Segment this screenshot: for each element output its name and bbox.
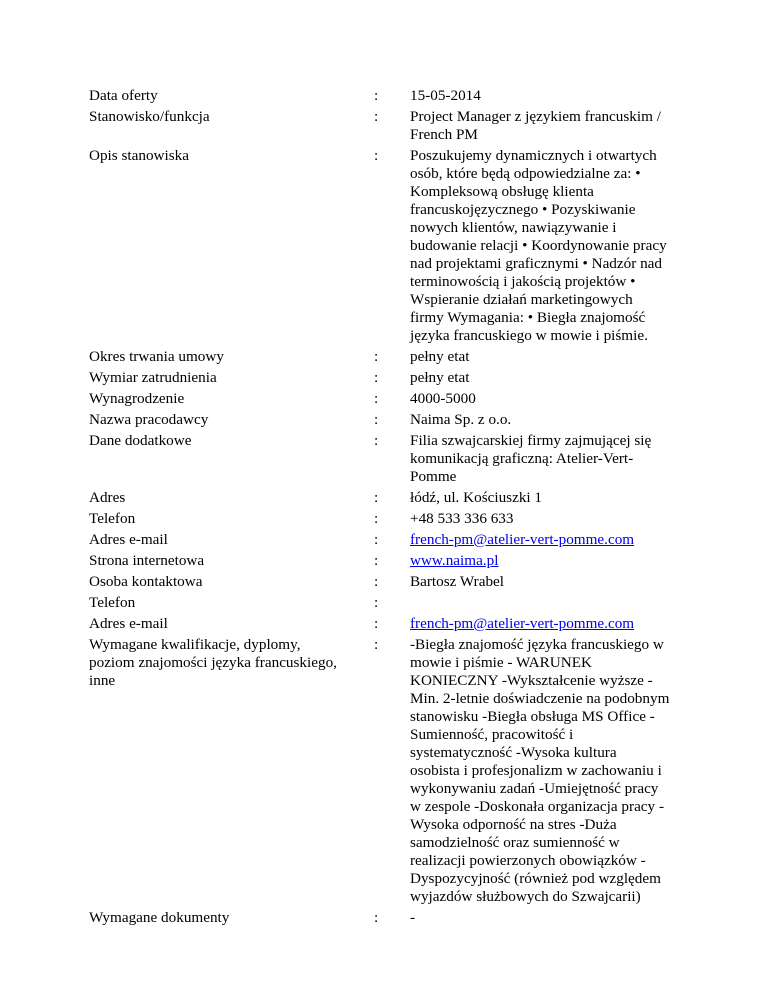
colon-separator: : xyxy=(374,573,379,590)
row-required-qualifications xyxy=(89,636,689,906)
field-label: Wynagrodzenie xyxy=(89,390,185,407)
field-value: Filia szwajcarskiej firmy zajmującej się komunikacją graficzną: Atelier-Vert- Pomme xyxy=(410,432,652,485)
colon-separator: : xyxy=(374,594,379,611)
row-additional-info xyxy=(89,432,689,486)
field-value: pełny etat xyxy=(410,348,470,365)
field-label: Dane dodatkowe xyxy=(89,432,192,449)
colon-separator: : xyxy=(374,411,379,428)
field-value xyxy=(410,594,685,612)
colon-separator: : xyxy=(374,909,379,926)
colon-separator: : xyxy=(374,552,379,569)
field-value: -Biegła znajomość języka francuskiego w mowie i piśmie - WARUNEK KONIECZNY -Wykształcenie wyższe - Min. 2-letnie doświadczenie na podobnym stanowisku -Biegła obsługa MS Office - Sumienność, pracowitość i systematyczność -Wysoka kultura osobista i profesjonalizm w zachowaniu i wykonywaniu zadań -Umiejętność pracy w zespole -Doskonała organizacja pracy - Wysoka odporność na stres -Duża samodzielność oraz sumienność w realizacji powierzonych obowiązków - Dyspozycyjność (również pod względem wyjazdów służbowych do Szwajcarii) xyxy=(410,636,670,905)
row-phone xyxy=(89,510,689,528)
row-offer-date xyxy=(89,87,689,105)
row-job-description xyxy=(89,147,689,345)
row-working-time xyxy=(89,369,689,387)
row-contact-person xyxy=(89,573,689,591)
colon-separator: : xyxy=(374,147,379,164)
field-value: pełny etat xyxy=(410,369,470,386)
field-label: Strona internetowa xyxy=(89,552,205,569)
row-contact-email xyxy=(89,615,689,633)
row-website xyxy=(89,552,689,570)
field-label: Stanowisko/funkcja xyxy=(89,108,210,125)
field-label: Telefon xyxy=(89,594,136,611)
colon-separator: : xyxy=(374,369,379,386)
email-link[interactable]: french-pm@atelier-vert-pomme.com xyxy=(410,531,635,548)
field-value: łódź, ul. Kościuszki 1 xyxy=(410,489,543,506)
colon-separator: : xyxy=(374,87,379,104)
field-label: Adres e-mail xyxy=(89,615,168,632)
field-value: Poszukujemy dynamicznych i otwartych osób, które będą odpowiedzialne za: • Kompleksową obsługę klienta francuskojęzycznego • Pozyskiwanie nowych klientów, nawiązywanie i budowanie relacji • Koordynowanie pracy nad projektami graficznymi • Nadzór nad terminowością i jakością projektów • Wspieranie działań marketingowych firmy Wymagania: • Biegła znajomość języka francuskiego w mowie i piśmie. xyxy=(410,147,667,344)
field-label: Wymagane kwalifikacje, dyplomy, poziom znajomości języka francuskiego, inne xyxy=(89,636,337,689)
field-label: Osoba kontaktowa xyxy=(89,573,203,590)
field-label: Adres xyxy=(89,489,126,506)
field-value: Bartosz Wrabel xyxy=(410,573,504,590)
colon-separator: : xyxy=(374,615,379,632)
field-label: Adres e-mail xyxy=(89,531,168,548)
field-value: 15-05-2014 xyxy=(410,87,481,104)
field-label: Telefon xyxy=(89,510,136,527)
field-label: Data oferty xyxy=(89,87,158,104)
field-value: - xyxy=(410,909,416,926)
colon-separator: : xyxy=(374,510,379,527)
contact-email-link[interactable]: french-pm@atelier-vert-pomme.com xyxy=(410,615,635,632)
row-contact-phone xyxy=(89,594,689,612)
row-address xyxy=(89,489,689,507)
colon-separator: : xyxy=(374,531,379,548)
field-value: Naima Sp. z o.o. xyxy=(410,411,512,428)
field-value: +48 533 336 633 xyxy=(410,510,514,527)
field-label: Nazwa pracodawcy xyxy=(89,411,209,428)
website-link[interactable]: www.naima.pl xyxy=(410,552,499,569)
colon-separator: : xyxy=(374,432,379,449)
row-employer-name xyxy=(89,411,689,429)
field-value: Project Manager z językiem francuskim / French PM xyxy=(410,108,661,143)
field-label: Wymagane dokumenty xyxy=(89,909,230,926)
colon-separator: : xyxy=(374,390,379,407)
row-required-documents xyxy=(89,909,689,927)
field-label: Opis stanowiska xyxy=(89,147,189,164)
job-offer-document xyxy=(89,87,689,927)
row-position xyxy=(89,108,689,144)
colon-separator: : xyxy=(374,489,379,506)
row-email xyxy=(89,531,689,549)
row-contract-duration xyxy=(89,348,689,366)
field-label: Wymiar zatrudnienia xyxy=(89,369,217,386)
colon-separator: : xyxy=(374,108,379,125)
field-value: 4000-5000 xyxy=(410,390,476,407)
colon-separator: : xyxy=(374,348,379,365)
field-label: Okres trwania umowy xyxy=(89,348,224,365)
colon-separator: : xyxy=(374,636,379,653)
row-salary xyxy=(89,390,689,408)
